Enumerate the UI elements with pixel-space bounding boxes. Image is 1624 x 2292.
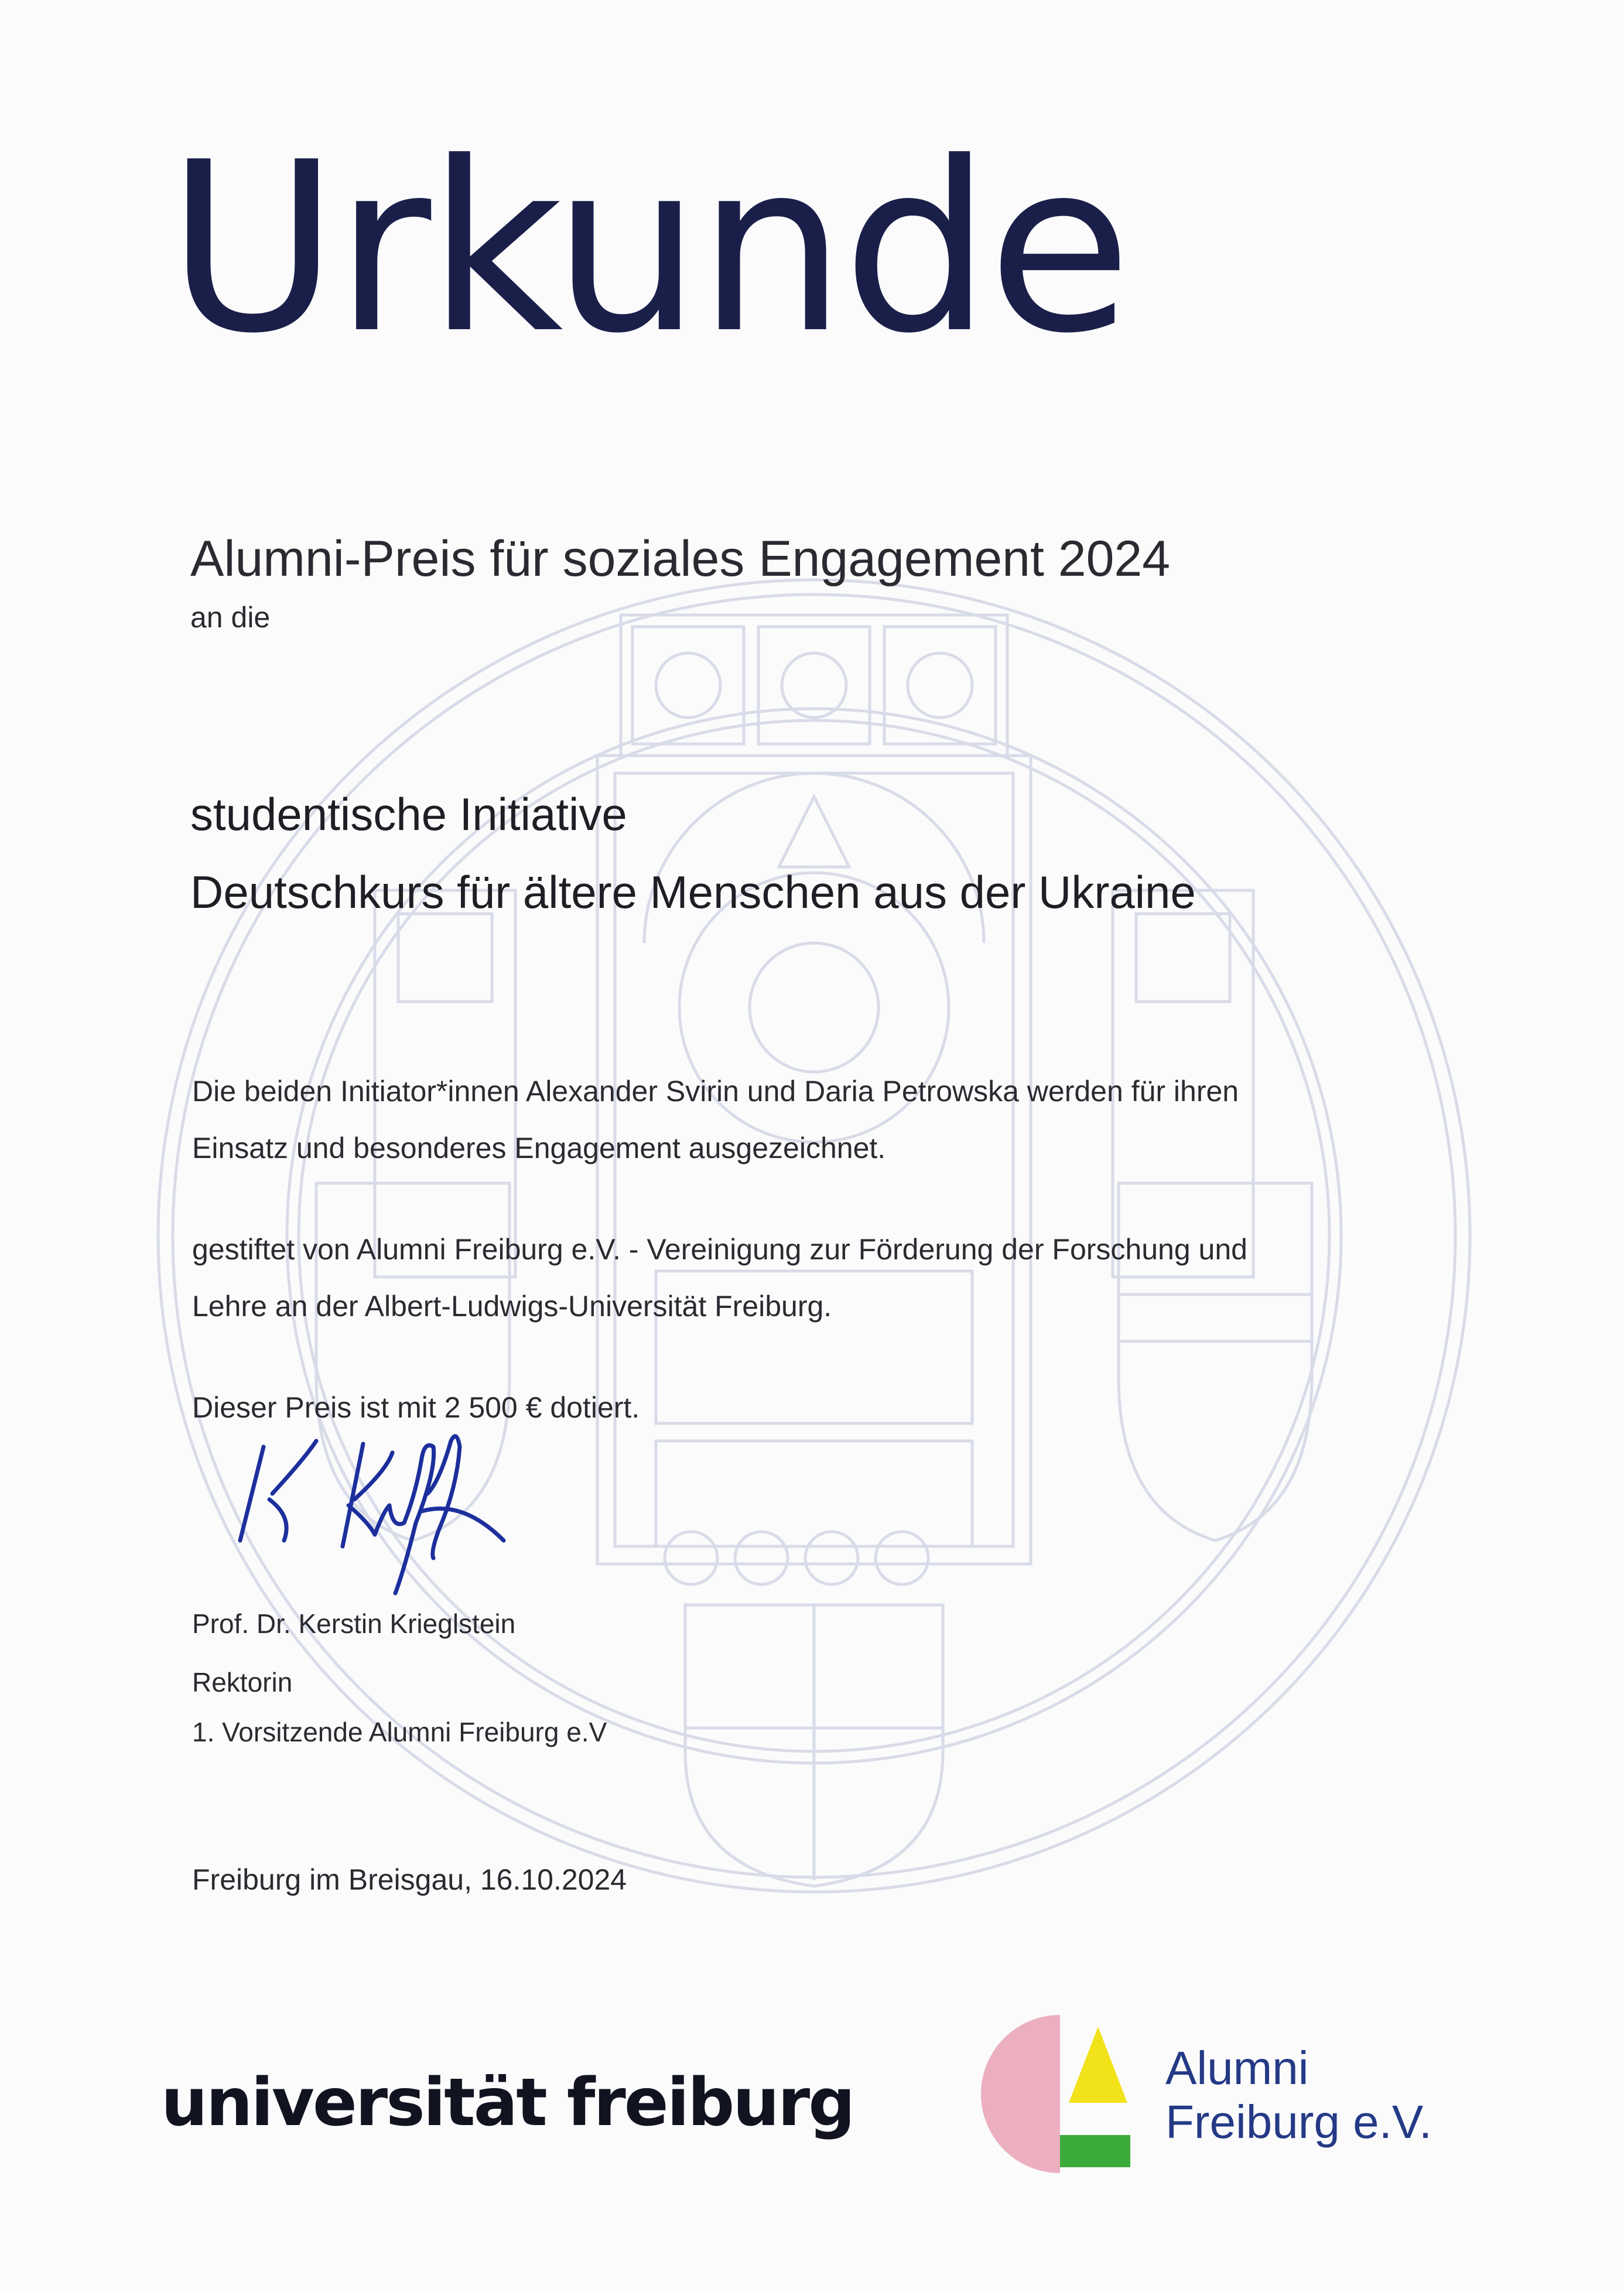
alumni-logo-line: Freiburg e.V. [1165, 2096, 1432, 2148]
signer-role: 1. Vorsitzende Alumni Freiburg e.V [192, 1717, 607, 1747]
page-title: Urkunde [167, 112, 1129, 385]
award-name: Alumni-Preis für soziales Engagement 2024 [190, 531, 1171, 587]
university-logo: universität freiburg [161, 2065, 854, 2141]
handwritten-signature [228, 1423, 533, 1611]
paragraph-sponsor [192, 1221, 1422, 1335]
paragraph-laudation [192, 1063, 1422, 1177]
signer-name: Prof. Dr. Kerstin Krieglstein [192, 1608, 516, 1639]
alumni-logo-icon [972, 2015, 1136, 2173]
recipient-line-2: Deutschkurs für ältere Menschen aus der Ukraine [190, 866, 1196, 918]
paragraph-line: Lehre an der Albert-Ludwigs-Universität Freiburg. [192, 1290, 832, 1323]
alumni-logo-text [1165, 2041, 1432, 2149]
paragraph-line: gestiftet von Alumni Freiburg e.V. - Vereinigung zur Förderung der Forschung und [192, 1233, 1247, 1266]
paragraph-line: Einsatz und besonderes Engagement ausgezeichnet. [192, 1132, 886, 1164]
place-and-date: Freiburg im Breisgau, 16.10.2024 [192, 1863, 627, 1896]
recipient-line-1: studentische Initiative [190, 788, 627, 840]
signer-role: Rektorin [192, 1667, 293, 1697]
paragraph-line: Die beiden Initiator*innen Alexander Svirin und Daria Petrowska werden für ihren [192, 1075, 1239, 1108]
recipient-prefix: an die [190, 601, 271, 634]
paragraph-prize-amount: Dieser Preis ist mit 2 500 € dotiert. [192, 1391, 640, 1424]
alumni-logo-line: Alumni [1165, 2042, 1309, 2094]
